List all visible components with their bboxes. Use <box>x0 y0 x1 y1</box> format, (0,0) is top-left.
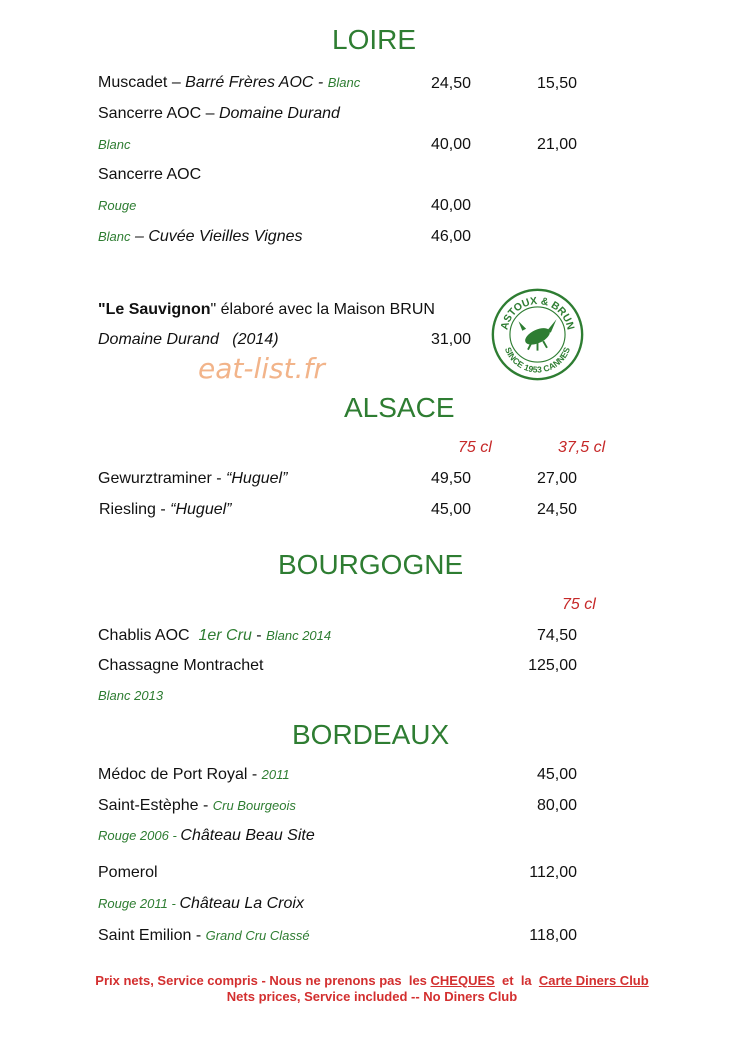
price-pomerol: 112,00 <box>529 864 577 881</box>
price-sancerre-durand-37: 21,00 <box>536 136 577 153</box>
wine-detail: Rouge 2011 - <box>98 896 180 911</box>
footer-line-2: Nets prices, Service included -- No Diners Club <box>226 989 518 1004</box>
wine-chateau: Château La Croix <box>179 895 304 912</box>
wine-detail: 2011 <box>261 767 290 782</box>
wine-sancerre-durand <box>98 105 340 123</box>
wine-pomerol: Pomerol <box>98 864 158 881</box>
astoux-brun-stamp-icon <box>490 287 585 382</box>
wine-sauvignon <box>98 301 435 319</box>
wine-desc: " élaboré avec la Maison BRUN <box>210 301 435 318</box>
wine-color: Blanc <box>327 75 361 90</box>
wine-saint-estephe <box>98 797 296 815</box>
wine-producer: Barré Frères AOC - <box>185 74 328 91</box>
wine-gewurztraminer <box>98 470 287 488</box>
col-header-75cl: 75 cl <box>458 439 492 456</box>
footer-text: et la <box>494 973 539 988</box>
section-title-alsace: ALSACE <box>344 392 455 423</box>
wine-sancerre-blanc <box>98 228 303 246</box>
price-sancerre-blanc: 46,00 <box>430 228 471 245</box>
wine-name: "Le Sauvignon <box>98 301 211 318</box>
wine-detail: Grand Cru Classé <box>205 928 310 943</box>
wine-name: Sancerre AOC – <box>98 105 219 122</box>
price-sancerre-rouge: 40,00 <box>430 197 471 214</box>
footer-cheques: CHEQUES <box>430 973 495 988</box>
wine-detail: Blanc 2014 <box>266 628 332 643</box>
wine-name: Riesling - <box>99 501 171 518</box>
wine-name: Muscadet – <box>98 74 186 91</box>
stamp-text-bottom: SINCE 1953 CANNES <box>502 345 573 375</box>
wine-sancerre: Sancerre AOC <box>98 166 202 183</box>
price-riesling-37: 24,50 <box>536 501 577 518</box>
wine-name: Saint Emilion - <box>98 927 206 944</box>
wine-chateau: Château Beau Site <box>180 827 315 844</box>
wine-chassagne: Chassagne Montrachet <box>98 657 264 674</box>
wine-muscadet <box>98 74 360 92</box>
price-chablis: 74,50 <box>536 627 577 644</box>
wine-name: Saint-Estèphe - <box>98 797 213 814</box>
wine-color: Blanc <box>98 137 131 152</box>
wine-color: Blanc <box>98 229 131 244</box>
wine-detail: Rouge 2006 - <box>98 828 181 843</box>
wine-detail: Cru Bourgeois <box>212 798 296 813</box>
wine-sauvignon-domain: Domaine Durand (2014) <box>98 331 279 348</box>
section-title-bordeaux: BORDEAUX <box>292 719 450 750</box>
section-title-bourgogne: BOURGOGNE <box>278 549 464 580</box>
stamp-text-top: ASTOUX & BRUN <box>499 295 576 332</box>
price-gewurz-37: 27,00 <box>536 470 577 487</box>
price-sauvignon: 31,00 <box>430 331 471 348</box>
wine-producer: Domaine Durand <box>218 105 340 122</box>
wine-cuvee: – Cuvée Vieilles Vignes <box>130 228 303 245</box>
wine-producer: “Huguel” <box>170 501 232 518</box>
wine-saint-estephe-detail <box>98 827 315 845</box>
col-header-75cl: 75 cl <box>562 596 596 613</box>
price-riesling-75: 45,00 <box>430 501 471 518</box>
price-chassagne: 125,00 <box>528 657 577 674</box>
price-saint-estephe: 80,00 <box>536 797 577 814</box>
wine-chablis <box>98 627 331 645</box>
footer-diners: Carte Diners Club <box>538 973 649 988</box>
wine-pomerol-detail <box>98 895 304 913</box>
wine-medoc <box>98 766 290 784</box>
wine-name: Chablis AOC <box>98 627 199 644</box>
wine-riesling <box>99 501 232 519</box>
footer-text: Prix nets, Service compris - Nous ne prenons pas les <box>95 973 431 988</box>
wine-detail: Blanc 2013 <box>98 688 164 703</box>
section-title-loire: LOIRE <box>332 24 417 55</box>
wine-name: Médoc de Port Royal - <box>98 766 262 783</box>
price-gewurz-75: 49,50 <box>430 470 471 487</box>
wine-color-rouge: Rouge <box>98 198 137 213</box>
wine-saint-emilion <box>98 927 310 945</box>
wine-cru: 1er Cru <box>198 627 252 644</box>
wine-sep: - <box>251 627 267 644</box>
price-muscadet-75: 24,50 <box>430 75 471 92</box>
price-muscadet-37: 15,50 <box>536 75 577 92</box>
col-header-37cl: 37,5 cl <box>558 439 606 456</box>
price-medoc: 45,00 <box>536 766 577 783</box>
price-sancerre-durand-75: 40,00 <box>430 136 471 153</box>
wine-producer: “Huguel” <box>226 470 288 487</box>
watermark: eat-list.fr <box>198 352 325 385</box>
wine-name: Gewurztraminer - <box>98 470 227 487</box>
footer-line-1 <box>0 973 744 988</box>
price-saint-emilion: 118,00 <box>529 927 577 944</box>
